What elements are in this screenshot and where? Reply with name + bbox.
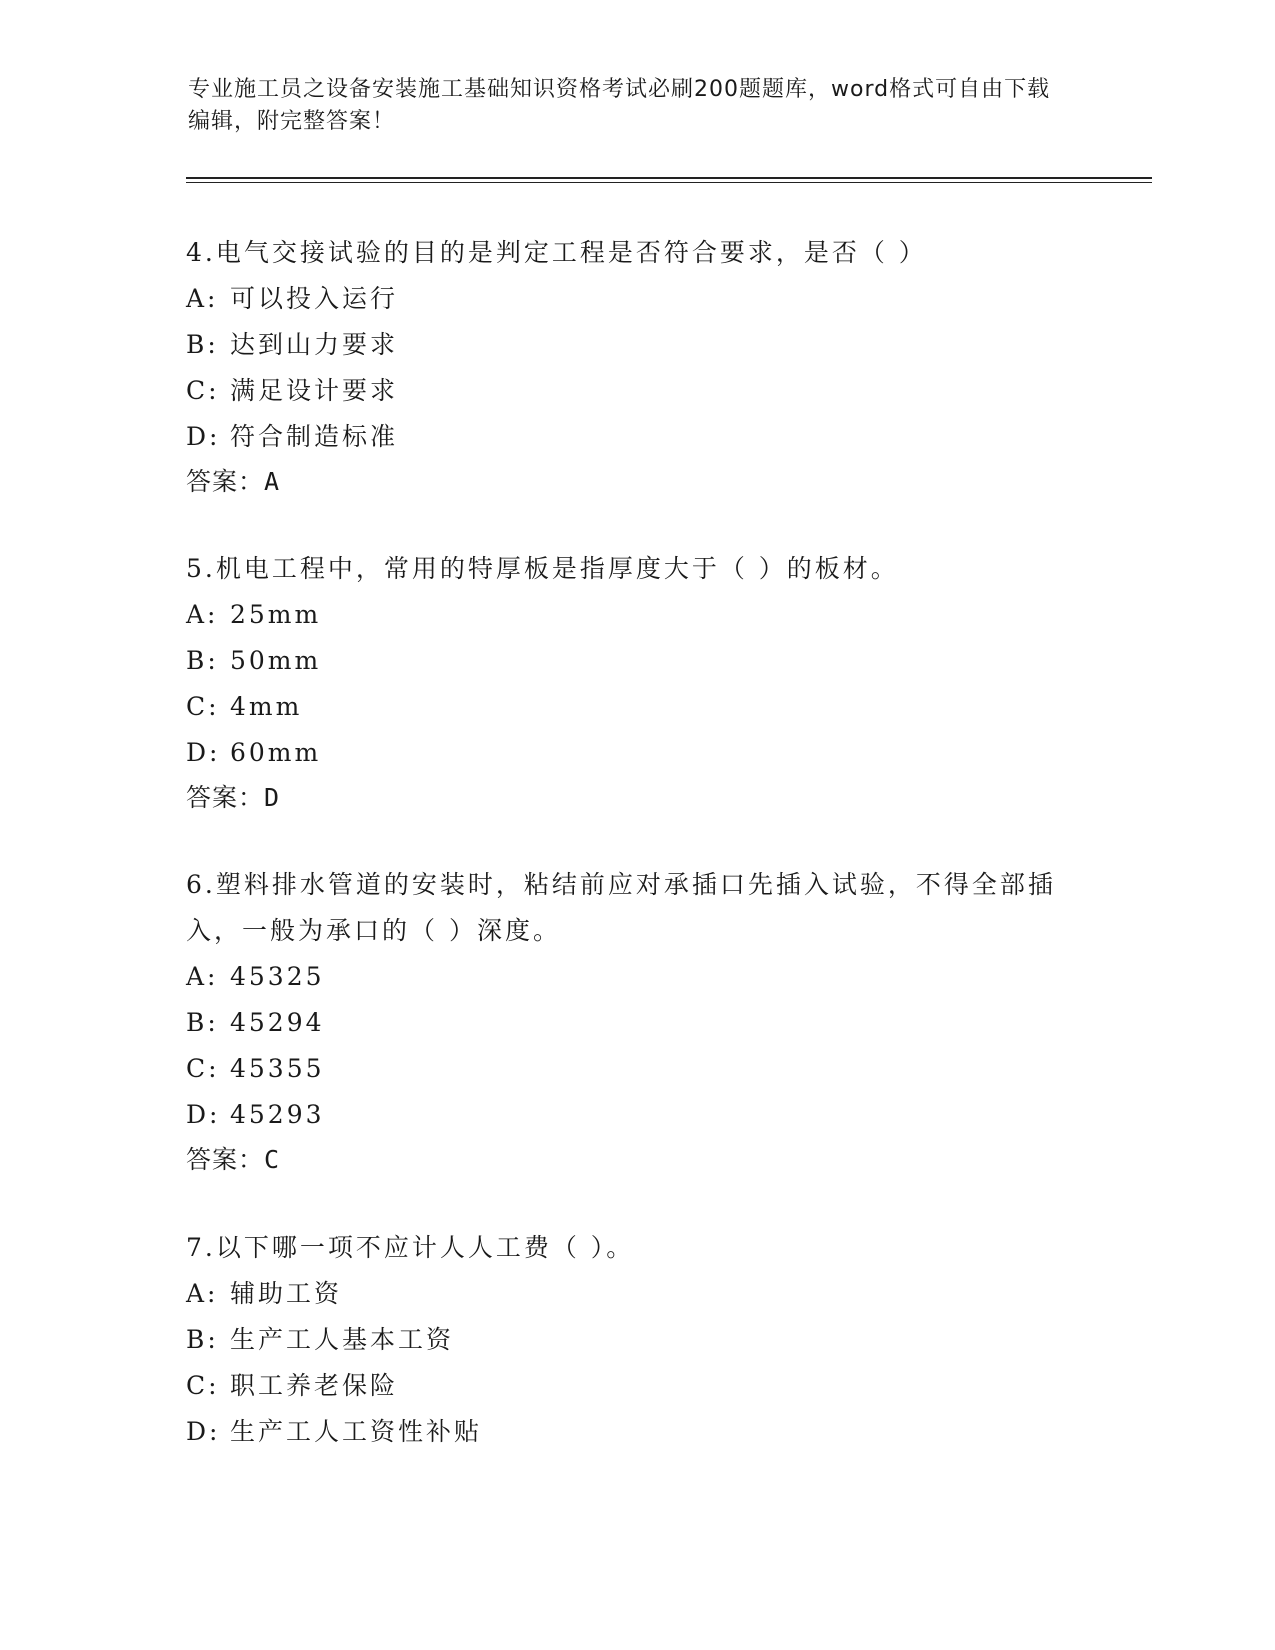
option-text: 符合制造标准 [230, 422, 399, 451]
option-letter: C: [186, 1054, 220, 1083]
answer-value: D [264, 783, 281, 812]
option-text: 25mm [230, 600, 322, 629]
option-text: 职工养老保险 [230, 1371, 399, 1400]
option-text: 生产工人工资性补贴 [230, 1417, 483, 1446]
option-letter: C: [186, 376, 220, 405]
option-text: 45355 [230, 1054, 325, 1083]
option-text: 达到山力要求 [230, 330, 399, 359]
option-a [186, 1271, 1086, 1317]
option-c [186, 1046, 1086, 1092]
option-text: 45325 [230, 962, 325, 991]
answer-label: 答案： [186, 1145, 265, 1174]
option-b [186, 1317, 1086, 1363]
answer-line [186, 460, 1086, 504]
header-divider-thin [186, 182, 1152, 183]
answer-line [186, 1138, 1086, 1182]
document-header: 专业施工员之设备安装施工基础知识资格考试必刷200题题库，word格式可自由下载编辑，附完整答案！ [188, 77, 1051, 134]
option-letter: B: [186, 330, 219, 359]
option-text: 45293 [230, 1100, 325, 1129]
option-letter: A: [186, 284, 219, 313]
question-stem: 5.机电工程中，常用的特厚板是指厚度大于（ ）的板材。 [186, 554, 899, 583]
option-letter: C: [186, 1371, 220, 1400]
option-letter: B: [186, 646, 219, 675]
option-d [186, 414, 1086, 460]
option-c [186, 684, 1086, 730]
option-b [186, 638, 1086, 684]
question-5 [186, 546, 1086, 820]
option-a [186, 592, 1086, 638]
answer-value: A [264, 467, 281, 496]
option-letter: D: [186, 422, 221, 451]
option-text: 45294 [230, 1008, 325, 1037]
option-letter: A: [186, 1279, 219, 1308]
question-stem: 6.塑料排水管道的安装时，粘结前应对承插口先插入试验，不得全部插入，一般为承口的（ ）深度。 [186, 870, 1056, 945]
option-d [186, 1092, 1086, 1138]
question-stem: 7.以下哪一项不应计人人工费（ ）。 [186, 1233, 635, 1262]
option-text: 50mm [230, 646, 322, 675]
option-a [186, 954, 1086, 1000]
option-d [186, 1409, 1086, 1455]
answer-label: 答案： [186, 467, 265, 496]
option-b [186, 1000, 1086, 1046]
option-letter: B: [186, 1325, 219, 1354]
option-b [186, 322, 1086, 368]
question-4 [186, 230, 1086, 504]
question-6 [186, 862, 1086, 1182]
option-c [186, 1363, 1086, 1409]
option-text: 4mm [230, 692, 303, 721]
question-7 [186, 1225, 1086, 1455]
option-text: 满足设计要求 [230, 376, 399, 405]
answer-label: 答案： [186, 783, 265, 812]
option-letter: D: [186, 1417, 221, 1446]
option-d [186, 730, 1086, 776]
option-letter: C: [186, 692, 220, 721]
question-stem: 4.电气交接试验的目的是判定工程是否符合要求，是否（ ） [186, 238, 927, 267]
option-letter: D: [186, 1100, 221, 1129]
option-a [186, 276, 1086, 322]
answer-line [186, 776, 1086, 820]
option-text: 生产工人基本工资 [230, 1325, 455, 1354]
answer-value: C [264, 1145, 281, 1174]
option-letter: A: [186, 962, 219, 991]
option-text: 可以投入运行 [230, 284, 399, 313]
header-divider-thick [186, 177, 1152, 179]
option-letter: B: [186, 1008, 219, 1037]
option-letter: D: [186, 738, 221, 767]
option-text: 辅助工资 [230, 1279, 343, 1308]
option-c [186, 368, 1086, 414]
option-letter: A: [186, 600, 219, 629]
option-text: 60mm [230, 738, 322, 767]
